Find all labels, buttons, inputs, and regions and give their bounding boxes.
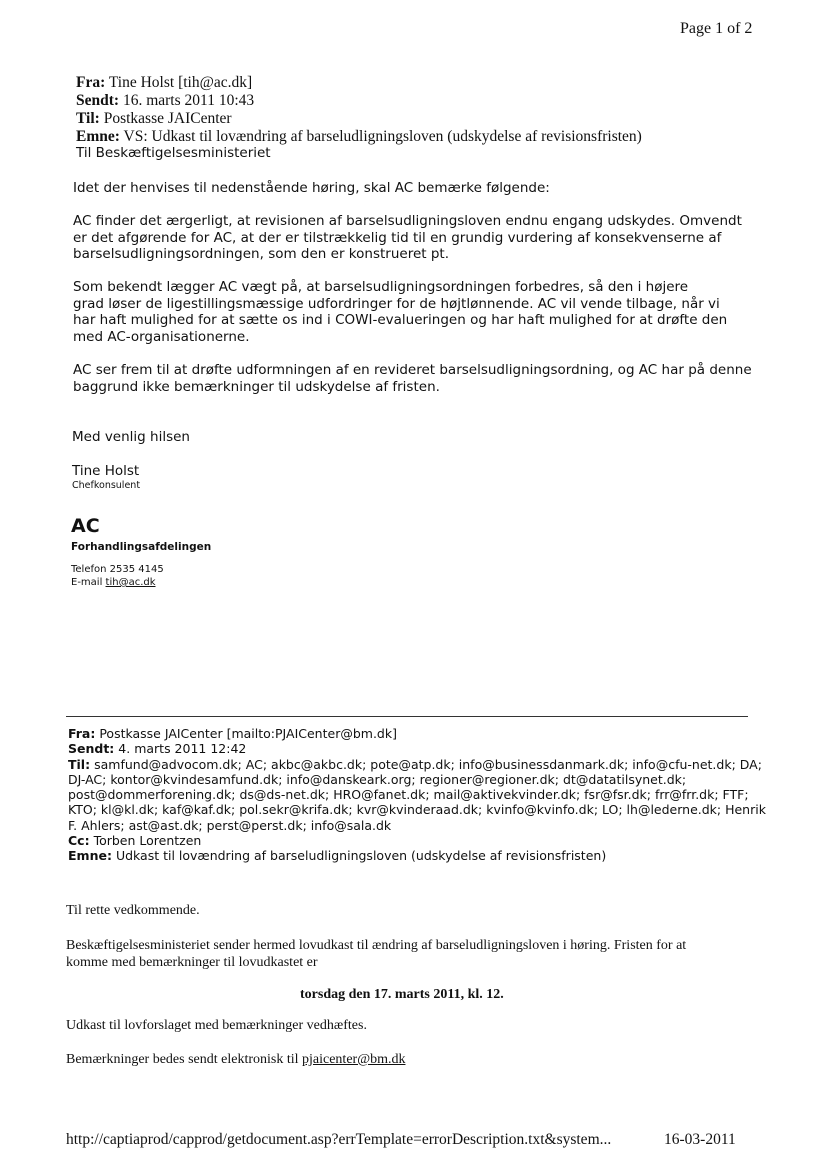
body-paragraph-2: Som bekendt lægger AC vægt på, at barselsudligningsordningen forbedres, så den i højere grad løser de ligestillingsmæssige udfordringer for de højtlønnende. AC vil vende tilbage, når vi har haft mulighed for at sætte os ind i COWI-evalueringen og har haft mulighed for at drøfte den med AC-organisationerne.	[73, 279, 728, 345]
body-intro: Idet der henvises til nedenstående høring, skal AC bemærke følgende:	[73, 180, 550, 196]
header-subject: Emne: VS: Udkast til lovændring af barseludligningsloven (udskydelse af revisionsfristen)	[76, 128, 642, 145]
fwd-to-line: F. Ahlers; ast@ast.dk; perst@perst.dk; info@sala.dk	[68, 817, 392, 833]
footer-url: http://captiaprod/capprod/getdocument.asp?errTemplate=errorDescription.txt&system...	[66, 1131, 612, 1148]
fwd-from: Fra: Postkasse JAICenter [mailto:PJAICenter@bm.dk]	[68, 726, 397, 741]
fwd-paragraph-1: Beskæftigelsesministeriet sender hermed lovudkast til ændring af barseludligningsloven i høring. Fristen for at komme med bemærkninger til lovudkastet er	[66, 938, 687, 970]
body-paragraph-3: AC ser frem til at drøfte udformningen af en revideret barselsudligningsordning, og AC har på denne baggrund ikke bemærkninger til udskydelse af fristen.	[73, 362, 752, 395]
fwd-cc: Cc: Torben Lorentzen	[68, 833, 202, 849]
signature-phone: Telefon 2535 4145	[71, 564, 164, 575]
footer-date: 16-03-2011	[664, 1131, 736, 1148]
fwd-to-line: post@dommerforening.dk; ds@ds-net.dk; HRO@fanet.dk; mail@aktivekvinder.dk; fsr@fsr.dk; frr@frr.dk; FTF;	[68, 787, 749, 803]
fwd-sent: Sendt: 4. marts 2011 12:42	[68, 741, 247, 757]
fwd-to-line: DJ-AC; kontor@kvindesamfund.dk; info@danskeark.org; regioner@regioner.dk; dt@datatilsynet.dk;	[68, 771, 687, 787]
email-link[interactable]: pjaicenter@bm.dk	[302, 1052, 406, 1067]
header-from: Fra: Tine Holst [tih@ac.dk]	[76, 74, 253, 91]
fwd-paragraph-3: Bemærkninger bedes sendt elektronisk til pjaicenter@bm.dk	[66, 1052, 406, 1067]
greeting: Med venlig hilsen	[72, 429, 190, 445]
addressee: Til Beskæftigelsesministeriet	[76, 145, 271, 161]
email-link[interactable]: tih@ac.dk	[105, 577, 156, 588]
fwd-to: Til: samfund@advocom.dk; AC; akbc@akbc.dk; pote@atp.dk; info@businessdanmark.dk; info@cfu-net.dk; DA;	[68, 756, 762, 772]
signature-email: E-mail tih@ac.dk	[71, 577, 156, 588]
deadline: torsdag den 17. marts 2011, kl. 12.	[300, 987, 504, 1002]
fwd-paragraph-2: Udkast til lovforslaget med bemærkninger vedhæftes.	[66, 1018, 367, 1033]
header-to: Til: Postkasse JAICenter	[76, 110, 232, 127]
email-header	[76, 74, 642, 146]
fwd-subject: Emne: Udkast til lovændring af barseludligningsloven (udskydelse af revisionsfristen)	[68, 848, 607, 864]
signature-name: Tine Holst	[72, 463, 140, 479]
separator-line	[66, 716, 748, 717]
fwd-to-line: KTO; kl@kl.dk; kaf@kaf.dk; pol.sekr@krifa.dk; kvr@kvinderaad.dk; kvinfo@kvinfo.dk; LO; lh@lederne.dk; Henrik	[68, 802, 766, 818]
header-sent: Sendt: 16. marts 2011 10:43	[76, 92, 255, 109]
fwd-salutation: Til rette vedkommende.	[66, 903, 200, 918]
signature-title: Chefkonsulent	[72, 480, 141, 491]
body-paragraph-1: AC finder det ærgerligt, at revisionen af barselsudligningsloven endnu engang udskydes. Omvendt er det afgørende for AC, at der er tilstrækkelig tid til en grundig vurdering af konsekvenserne af barselsudligningsordningen, som den er konstrueret pt.	[73, 213, 742, 262]
department-name: Forhandlingsafdelingen	[71, 541, 212, 553]
page-number: Page 1 of 2	[680, 20, 753, 37]
org-name: AC	[71, 515, 100, 537]
forwarded-header	[68, 726, 766, 864]
